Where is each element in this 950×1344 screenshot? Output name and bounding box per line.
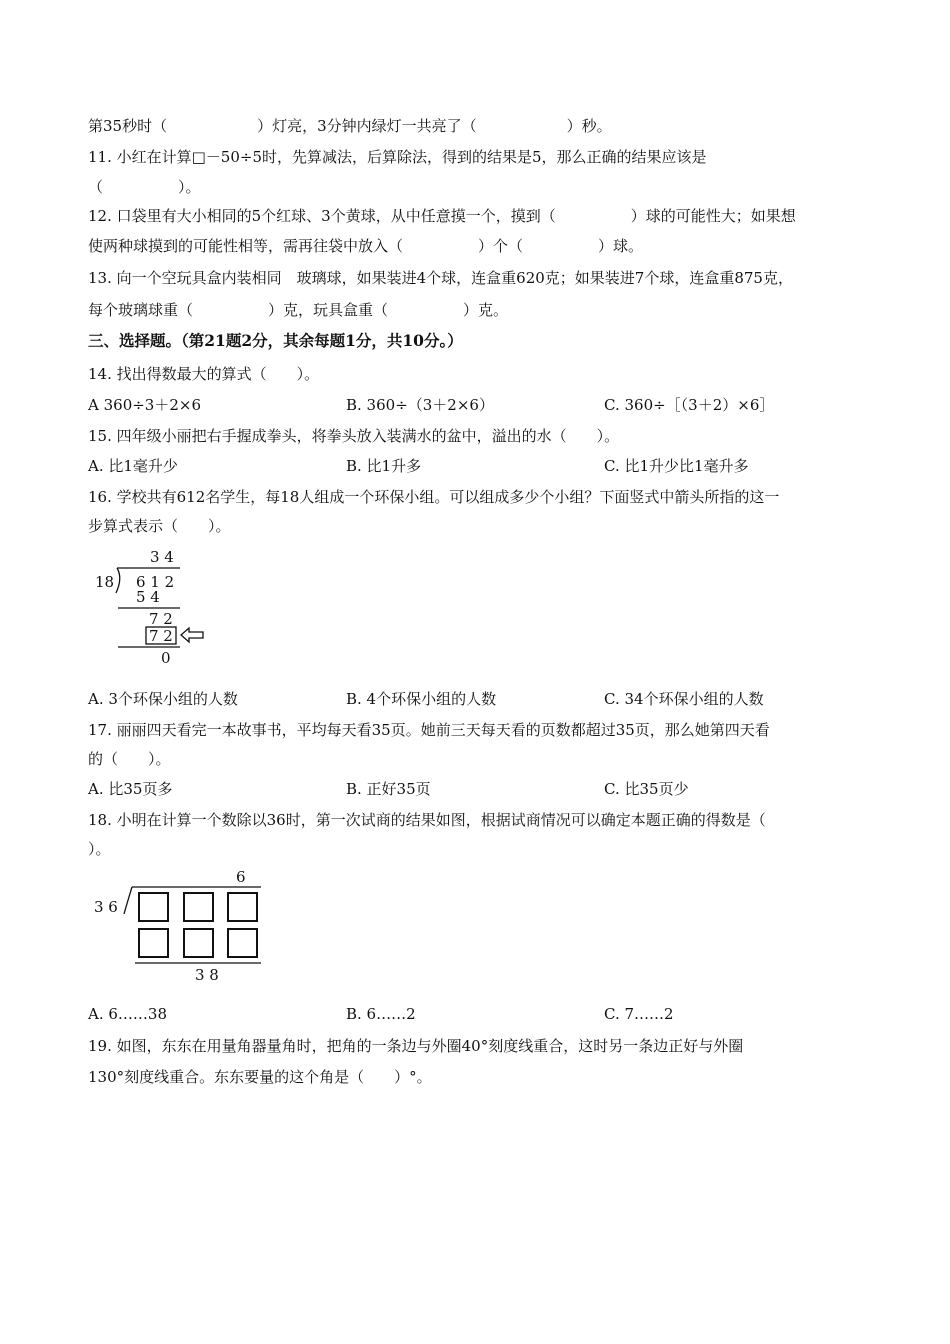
question-19-line-2: 130°刻度线重合。东东要量的这个角是（ ）°。: [88, 1068, 432, 1086]
question-12-line-2: 使两种球摸到的可能性相等，需再往袋中放入（ ）个（ ）球。: [88, 237, 644, 255]
quotient-34: 3 4: [150, 548, 174, 566]
question-18-option-c: C. 7……2: [604, 1005, 674, 1023]
blank-digit-box: [139, 929, 168, 957]
product-54: 5 4: [136, 588, 160, 606]
question-11-line-1: 11. 小红在计算□－50÷5时，先算减法，后算除法，得到的结果是5，那么正确的结果应该是: [88, 148, 707, 166]
question-17-option-a: A. 比35页多: [88, 780, 173, 798]
question-13-line-1: 13. 向一个空玩具盒内装相同 玻璃球，如果装进4个球，连盒重620克；如果装进7个球，连盒重875克，: [88, 269, 793, 287]
section-heading: 三、选择题。（第21题2分，其余每题1分，共10分。）: [88, 331, 463, 350]
question-16-line-2: 步算式表示（ ）。: [88, 517, 231, 535]
division-bracket: [124, 887, 132, 914]
quotient-6: 6: [236, 868, 246, 886]
question-16-option-a: A. 3个环保小组的人数: [88, 690, 238, 708]
question-14-option-a: A 360÷3＋2×6: [88, 396, 201, 414]
long-division-diagram-16: [90, 545, 220, 670]
question-14-option-c: C. 360÷［（3＋2）×6］: [604, 396, 775, 414]
question-15-option-b: B. 比1升多: [346, 457, 422, 475]
product-72-boxed: 7 2: [149, 627, 173, 645]
left-arrow-icon: [181, 628, 203, 642]
question-17-line-2: 的（ ）。: [88, 750, 171, 768]
question-16-option-c: C. 34个环保小组的人数: [604, 690, 764, 708]
question-14-stem: 14. 找出得数最大的算式（ ）。: [88, 365, 320, 383]
question-19-line-1: 19. 如图，东东在用量角器量角时，把角的一条边与外圈40°刻度线重合，这时另一条边正好与外圈: [88, 1037, 744, 1055]
question-11-line-2: （ ）。: [88, 178, 201, 196]
divisor-18: 18: [95, 573, 115, 591]
blank-digit-box: [228, 929, 257, 957]
divisor-36: 3 6: [94, 898, 118, 916]
question-18-line-1: 18. 小明在计算一个数除以36时，第一次试商的结果如图，根据试商情况可以确定本题正确的得数是（: [88, 811, 766, 829]
question-17-line-1: 17. 丽丽四天看完一本故事书，平均每天看35页。她前三天每天看的页数都超过35页，那么她第四天看: [88, 721, 770, 739]
question-12-line-1: 12. 口袋里有大小相同的5个红球、3个黄球，从中任意摸一个，摸到（ ）球的可能性大；如果想: [88, 207, 796, 225]
long-division-diagram-18: [88, 862, 268, 987]
final-remainder-0: 0: [161, 649, 171, 667]
blank-digit-box: [228, 893, 257, 921]
question-14-option-b: B. 360÷（3＋2×6）: [346, 396, 494, 414]
blank-digit-box: [139, 893, 168, 921]
question-18-option-a: A. 6……38: [88, 1005, 167, 1023]
blank-digit-box: [184, 893, 213, 921]
question-15-stem: 15. 四年级小丽把右手握成拳头，将拳头放入装满水的盆中，溢出的水（ ）。: [88, 427, 620, 445]
question-17-option-c: C. 比35页少: [604, 780, 689, 798]
dividend-612: 6 1 2: [136, 573, 175, 591]
question-17-option-b: B. 正好35页: [346, 780, 431, 798]
question-16-line-1: 16. 学校共有612名学生，每18人组成一个环保小组。可以组成多少个小组？下面竖式中箭头所指的这一: [88, 488, 780, 506]
division-bracket: [116, 568, 120, 593]
remainder-38: 3 8: [195, 966, 219, 984]
question-18-line-2: ）。: [88, 840, 111, 858]
question-13-line-2: 每个玻璃球重（ ）克，玩具盒重（ ）克。: [88, 301, 509, 319]
remainder-72: 7 2: [149, 610, 173, 628]
continuation-line: 第35秒时（ ）灯亮，3分钟内绿灯一共亮了（ ）秒。: [88, 117, 612, 135]
question-15-option-c: C. 比1升少比1毫升多: [604, 457, 749, 475]
question-16-option-b: B. 4个环保小组的人数: [346, 690, 497, 708]
question-15-option-a: A. 比1毫升少: [88, 457, 178, 475]
question-18-option-b: B. 6……2: [346, 1005, 416, 1023]
blank-digit-box: [184, 929, 213, 957]
